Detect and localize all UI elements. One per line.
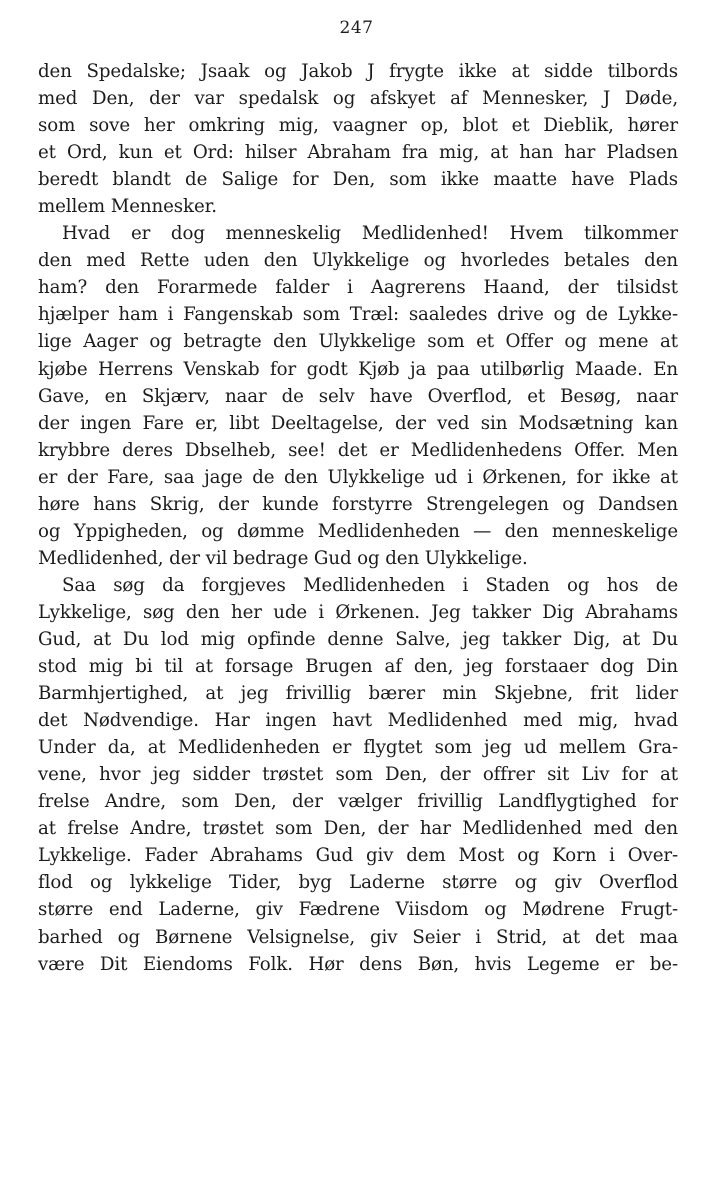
text-line: Hvad er dog menneskelig Medlidenhed! Hvem tilkommer bbox=[62, 223, 678, 245]
text-line: Saa søg da forgjeves Medlidenheden i Staden og hos de bbox=[62, 574, 678, 596]
text-line: et Ord, kun et Ord: hilser Abraham fra mig, at han har Pladsen bbox=[38, 142, 678, 164]
text-line: Gave, en Skjærv, naar de selv have Overflod, et Besøg, naar bbox=[38, 385, 678, 407]
text-line: kjøbe Herrens Venskab for godt Kjøb ja paa utilbørlig Maade. En bbox=[38, 358, 678, 380]
text-line: hjælper ham i Fangenskab som Træl: saaledes drive og de Lykke- bbox=[38, 304, 678, 326]
text-line: ham? den Forarmede falder i Aagrerens Haand, der tilsidst bbox=[38, 277, 678, 299]
page-number: 247 bbox=[339, 18, 374, 38]
text-line: der ingen Fare er, libt Deeltagelse, der ved sin Modsætning kan bbox=[38, 412, 678, 434]
text-line: Lykkelige. Fader Abrahams Gud giv dem Most og Korn i Over- bbox=[38, 845, 678, 867]
text-line: stod mig bi til at forsage Brugen af den, jeg forstaaer dog Din bbox=[38, 656, 678, 678]
text-line: Gud, at Du lod mig opfinde denne Salve, jeg takker Dig, at Du bbox=[38, 628, 678, 650]
text-line: beredt blandt de Salige for Den, som ikke maatte have Plads bbox=[38, 169, 678, 191]
text-line: Lykkelige, søg den her ude i Ørkenen. Jeg takker Dig Abrahams bbox=[38, 601, 678, 623]
text-line: mellem Mennesker. bbox=[38, 196, 217, 218]
text-line: som sove her omkring mig, vaagner op, blot et Dieblik, hører bbox=[38, 115, 678, 137]
text-line: høre hans Skrig, der kunde forstyrre Strengelegen og Dandsen bbox=[38, 493, 678, 515]
text-line: den Spedalske; Jsaak og Jakob J frygte ikke at sidde tilbords bbox=[38, 61, 678, 82]
text-line: Under da, at Medlidenheden er flygtet som jeg ud mellem Gra- bbox=[38, 737, 678, 759]
text-line: er der Fare, saa jage de den Ulykkelige ud i Ørkenen, for ikke at bbox=[38, 466, 678, 488]
text-line: større end Laderne, giv Fædrene Viisdom og Mødrene Frugt- bbox=[38, 899, 678, 921]
text-line: og Yppigheden, og dømme Medlidenheden — den menneskelige bbox=[38, 520, 678, 542]
text-line: det Nødvendige. Har ingen havt Medlidenhed med mig, hvad bbox=[38, 710, 678, 732]
text-line: at frelse Andre, trøstet som Den, der har Medlidenhed med den bbox=[38, 818, 678, 840]
text-line: Barmhjertighed, at jeg frivillig bærer min Skjebne, frit lider bbox=[38, 683, 678, 705]
text-line: Medlidenhed, der vil bedrage Gud og den Ulykkelige. bbox=[38, 547, 528, 569]
text-line: krybbre deres Dbselheb, see! det er Medlidenhedens Offer. Men bbox=[38, 439, 678, 461]
text-line: flod og lykkelige Tider, byg Laderne større og giv Overflod bbox=[38, 872, 678, 894]
text-line: frelse Andre, som Den, der vælger frivillig Landflygtighed for bbox=[38, 791, 678, 813]
text-line: med Den, der var spedalsk og afskyet af Mennesker, J Døde, bbox=[38, 88, 678, 110]
text-line: være Dit Eiendoms Folk. Hør dens Bøn, hvis Legeme er be- bbox=[38, 953, 678, 975]
text-line: vene, hvor jeg sidder trøstet som Den, der offrer sit Liv for at bbox=[38, 764, 678, 786]
text-line: lige Aager og betragte den Ulykkelige som et Offer og mene at bbox=[38, 331, 678, 353]
text-line: den med Rette uden den Ulykkelige og hvorledes betales den bbox=[38, 250, 678, 272]
body-text bbox=[38, 58, 678, 978]
text-line: barhed og Børnene Velsignelse, giv Seier i Strid, at det maa bbox=[38, 926, 678, 948]
